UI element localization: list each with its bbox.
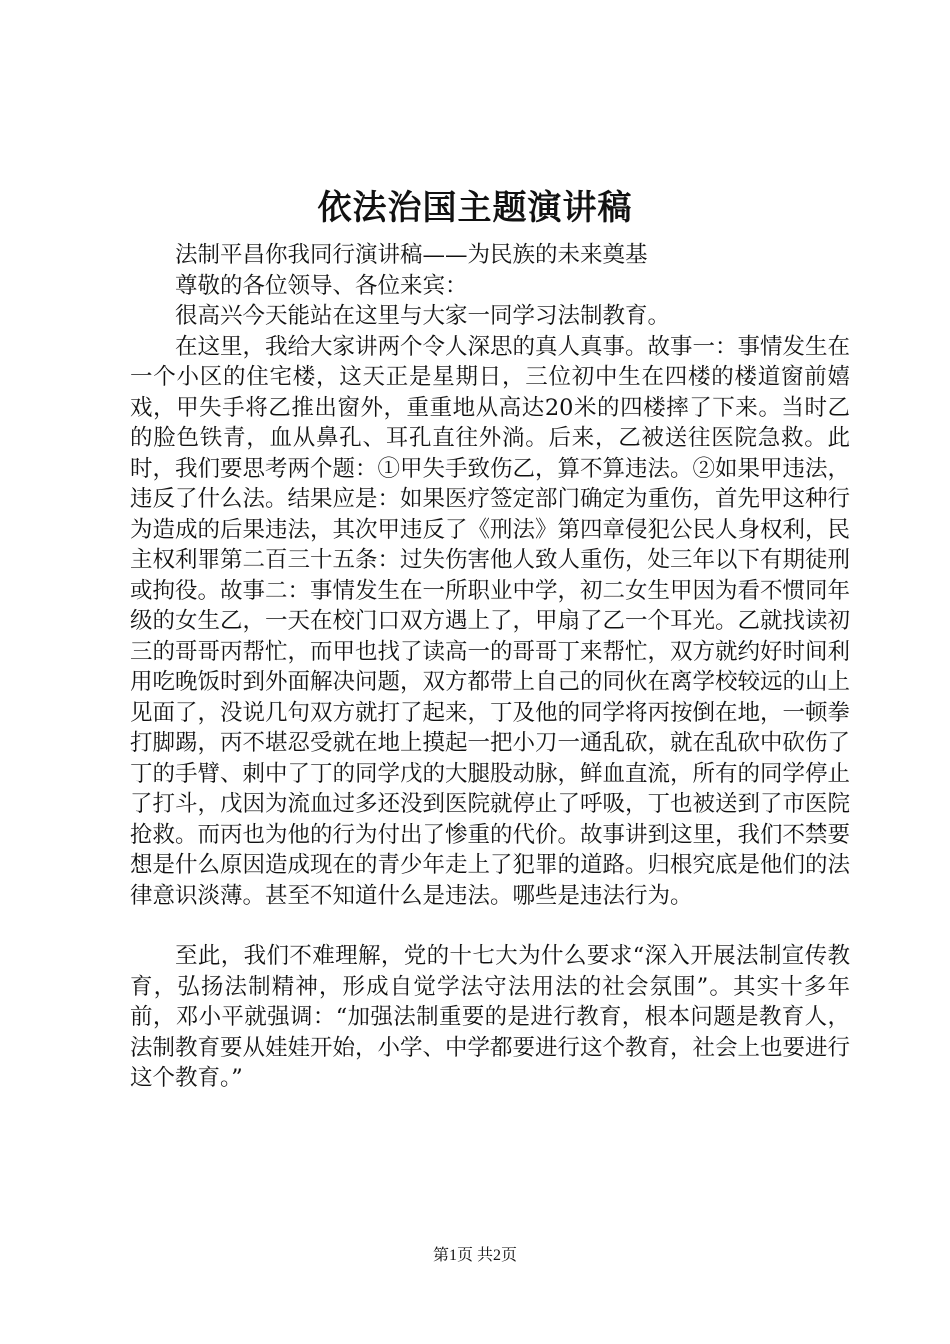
opening-paragraph: 很高兴今天能站在这里与大家一同学习法制教育。: [175, 303, 671, 329]
salutation-paragraph: 尊敬的各位领导、各位来宾：: [175, 272, 468, 299]
subtitle-paragraph: 法制平昌你我同行演讲稿——为民族的未来奠基: [175, 242, 648, 268]
document-title: 依法治国主题演讲稿: [317, 188, 633, 228]
page-number-footer: 第1页 共2页: [432, 1247, 517, 1264]
conclusion-paragraph: 至此，我们不难理解，党的十七大为什么要求“深入开展法制宣传教育，弘扬法制精神，形成自觉学法守法用法的社会氛围”。其实十多年前，邓小平就强调：“加强法制重要的是进行教育，根本问题是教育人，法制教育要从娃娃开始，小学、中学都要进行这个教育，社会上也要进行这个教育。”: [130, 943, 851, 1091]
document-body: [130, 240, 850, 1094]
stories-paragraph: 在这里，我给大家讲两个令人深思的真人真事。故事一：事情发生在一个小区的住宅楼，这天正是星期日，三位初中生在四楼的楼道窗前嬉戏，甲失手将乙推出窗外，重重地从高达20米的四楼摔了下来。当时乙的脸色铁青，血从鼻孔、耳孔直往外淌。后来，乙被送往医院急救。此时，我们要思考两个题：①甲失手致伤乙，算不算违法。②如果甲违法，违反了什么法。结果应是：如果医疗签定部门确定为重伤，首先甲这种行为造成的后果违法，其次甲违反了《刑法》第四章侵犯公民人身权利，民主权利罪第二百三十五条：过失伤害他人致人重伤，处三年以下有期徒刑或拘役。故事二：事情发生在一所职业中学，初二女生甲因为看不惯同年级的女生乙，一天在校门口双方遇上了，甲扇了乙一个耳光。乙就找读初三的哥哥丙帮忙，而甲也找了读高一的哥哥丁来帮忙，双方就约好时间利用吃晚饭时到外面解决问题，双方都带上自己的同伙在离学校较远的山上见面了，没说几句双方就打了起来，丁及他的同学将丙按倒在地，一顿拳打脚踢，丙不堪忍受就在地上摸起一把小刀一通乱砍，就在乱砍中砍伤了丁的手臂、刺中了丁的同学戊的大腿股动脉，鲜血直流，所有的同学停止了打斗，戊因为流血过多还没到医院就停止了呼吸，丁也被送到了市医院抢救。而丙也为他的行为付出了惨重的代价。故事讲到这里，我们不禁要想是什么原因造成现在的青少年走上了犯罪的道路。归根究底是他们的法律意识淡薄。甚至不知道什么是违法。哪些是违法行为。: [130, 333, 851, 909]
